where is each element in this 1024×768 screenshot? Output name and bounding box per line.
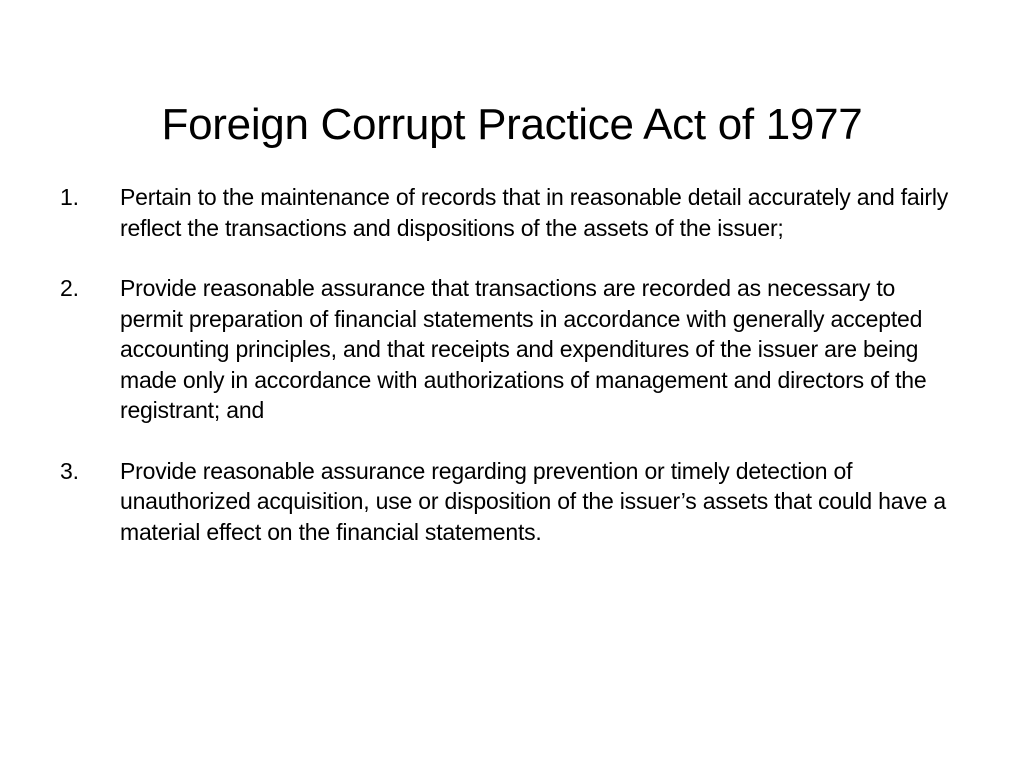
list-item-text: Pertain to the maintenance of records that in reasonable detail accurately and fairly reflect the transactions and dispositions of the assets of the issuer; (120, 184, 949, 241)
list-item-number: 1. (60, 184, 79, 210)
list-item-text: Provide reasonable assurance that transactions are recorded as necessary to permit preparation of financial statements in accordance with generally accepted accounting principles, and that receipts and expenditures of the issuer are being made only in accordance with authorizations of management and directors of the registrant; and (120, 275, 927, 423)
list-item-number: 3. (60, 457, 79, 484)
list-item (60, 182, 960, 243)
list-item-text: Provide reasonable assurance regarding prevention or timely detection of unauthorized acquisition, use or disposition of the issuer’s assets that could have a material effect on the financial statements. (120, 457, 946, 545)
slide-title: Foreign Corrupt Practice Act of 1977 (161, 100, 863, 150)
list-item (60, 273, 960, 426)
numbered-list (60, 182, 960, 547)
list-item (60, 456, 960, 548)
list-item-number: 2. (60, 275, 79, 301)
